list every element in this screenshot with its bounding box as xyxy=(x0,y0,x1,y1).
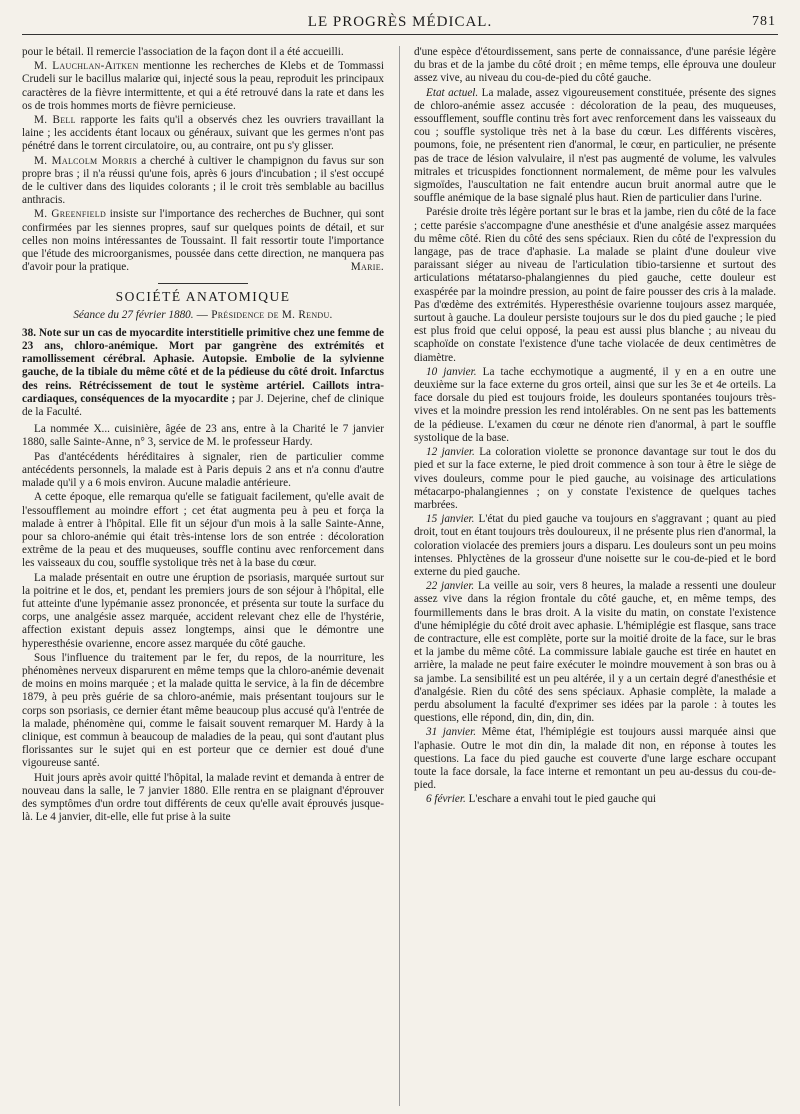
entry-text: La coloration violette se prononce davantage sur tout le dos du pied et sur la face externe, le pied droit commence à son tour à être le siège de vives douleurs, comme pour le pied gauche, au voisinage des articulations métacarpo-phalangiennes ; on y constate l'existence de quelques taches marbrées. xyxy=(414,446,776,511)
page-number: 781 xyxy=(752,14,776,29)
entry-label: 6 février. xyxy=(426,793,466,806)
paragraph-text: rapporte les faits qu'il a observés chez les ouvriers travaillant la laine ; les accidents étant locaux ou généraux, suivant que les germes n'ont pas pénétré dans le torrent circulatoire, ou, au contraire, ont pu s'y glisser. xyxy=(22,114,384,153)
entry-label: 12 janvier. xyxy=(426,446,475,459)
paragraph-intro: pour le bétail. Il remercie l'association de la façon dont il a été accueilli. xyxy=(22,46,344,58)
column-rule xyxy=(399,46,400,1106)
right-column xyxy=(414,46,776,1106)
entry-text: La veille au soir, vers 8 heures, la malade a ressenti une douleur assez vive dans la région frontale du côté gauche, et, en même temps, des fourmillements dans le bras droit. A la visite du matin, on constate l'existence d'une hémiplégie du côté droit avec aphasie. L'hémiplégie est flasque, sans trace de contracture, elle est complète, porte sur la moitié droite de la face, sur le bras et la jambe du même côté. La commissure labiale gauche est tirée en hautet en arrière, la malade ne peut faire exécuter le moindre mouvement à son bras ou à sa jambe. La sensibilité est un peu altérée, il y a un certain degré d'anesthésie et d'analgésie. Rien du côté des sens spéciaux. Aphasie complète, la malade a perdu absolument la faculté d'exprimer ses idées par la parole : à toutes les questions, elle répond, din, din, din, din. xyxy=(414,580,776,725)
paragraph-greenfield xyxy=(22,208,384,274)
entry-label: 15 janvier. xyxy=(426,513,475,526)
paragraph-morris xyxy=(22,155,384,208)
paragraph-4: La malade présentait en outre une éruption de psoriasis, marquée surtout sur la poitrine et le dos, et, pendant les premiers jours de son séjour à l'hôpital, elle fut atteinte d'une lypémanie assez prononcée, et présenta sur toute la surface du corps, une analgésie assez marquée, accident relevant chez elle de l'hystérie, affection existant depuis assez longtemps, ainsi que le démontre une hyperesthésie ovarienne, encore assez marquée du côté gauche. xyxy=(22,571,384,650)
speaker-name: M. Malcolm Morris xyxy=(34,154,138,167)
entry-31-janvier xyxy=(414,726,776,792)
entry-12-janvier xyxy=(414,446,776,512)
seance-presidence: — Présidence de M. Rendu. xyxy=(193,308,333,321)
left-column xyxy=(22,46,384,1106)
paragraph-2: Pas d'antécédents héréditaires à signaler, rien de particulier comme antécédents personnels, la malade est à Paris depuis 2 ans et n'a connu d'autre malade qu'il y a 6 mois environ. Aucune maladie antérieure. xyxy=(22,450,384,490)
section-divider xyxy=(158,283,248,284)
article-heading xyxy=(22,327,384,419)
entry-text: L'état du pied gauche va toujours en s'aggravant ; quant au pied droit, tout en étant toujours très douloureux, il ne présente plus rien d'anormal, la coloration violacée des premiers jours a disparu. Les douleurs sont un peu moins intenses. Phlyctènes de la grosseur d'une noisette sur le cou-de-pied et le bord externe du pied gauche. xyxy=(414,513,776,578)
journal-title: LE PROGRÈS MÉDICAL. xyxy=(307,14,493,30)
entry-label: Etat actuel. xyxy=(426,86,479,99)
article-byline: par J. Dejerine, chef de clinique de la Faculté. xyxy=(22,392,384,419)
entry-label: 22 janvier. xyxy=(426,580,475,593)
paragraph-text: a cherché à cultiver le champignon du favus sur son propre bras ; il n'a réussi qu'une fois, après 6 jours d'incubation ; il s'est occupé de le cultiver dans des liquides colorants ; il le croit très semblable au bacillus anthracis. xyxy=(22,154,384,207)
two-column-body xyxy=(22,46,778,1106)
entry-22-janvier xyxy=(414,580,776,725)
journal-page xyxy=(22,10,778,1106)
running-head xyxy=(22,10,778,35)
article-heading-text: 38. Note sur un cas de myocardite interstitielle primitive chez une femme de 23 ans, chloro-anémique. Mort par gangrène des extrémités et ramollissement cérébral. Aphasie. Autopsie. Embolie de la sylvienne gauche, de la tibiale du même côté et de la pédieuse du côté droit. Infarctus des reins. Rétrécissement de tout le système artériel. Caillots intra-cardiaques, conséquences de la myocardite ; xyxy=(22,326,384,405)
seance-line xyxy=(22,309,384,322)
entry-text: L'eschare a envahi tout le pied gauche qui xyxy=(465,793,657,806)
paragraph-text: insiste sur l'importance des recherches de Buchner, qui sont confirmées par les siennes propres, sauf sur quelques points de détail, et sur celles non moins intéressantes de Toussaint. Il fait ressortir toute l'importance que l'étude des microorganismes, poussée dans cette direction, ne manquera pas d'avoir pour la pratique. xyxy=(22,208,384,274)
paragraph-6: Huit jours après avoir quitté l'hôpital, la malade revint et demanda à entrer de nouveau dans la salle, le 7 janvier 1880. Elle rentra en se plaignant d'éprouver des symptômes d'un ordre tout différents de ceux qu'elle avait éprouvés jusque-là. Le 4 janvier, dit-elle, elle fut prise à la suite xyxy=(22,771,384,824)
paragraph-5: Sous l'influence du traitement par le fer, du repos, de la nourriture, les phénomènes nerveux disparurent en même temps que la chloro-anémie devenait de moins en moins marquée ; et la malade quitta le service, à la fin de décembre 1879, à peu près guérie de sa chloro-anémie, mais présentant toujours sur le corps son psoriasis, ce dernier étant même beaucoup plus accusé qu'à l'entrée de la malade, phénomène qui, comme le faisait souvent remarquer M. Hardy à la clinique, est commun à beaucoup de maladies de la peau, qui sont d'autant plus florissantes sur le sujet qui en est porteur que ce dernier est doué d'une vigoureuse santé. xyxy=(22,651,384,770)
seance-date: Séance du 27 février 1880. xyxy=(73,308,194,321)
speaker-name: M. Greenfield xyxy=(34,208,107,221)
entry-label: 31 janvier. xyxy=(426,726,477,739)
speaker-name: M. Lauchlan-Aitken xyxy=(34,60,139,73)
paragraph-etat-actuel xyxy=(414,87,776,206)
entry-label: 10 janvier. xyxy=(426,365,477,378)
speaker-name: M. Bell xyxy=(34,114,76,127)
entry-text: Même état, l'hémiplégie est toujours aussi marquée ainsi que l'aphasie. Outre le mot din din, la malade dit non, en réponse à toutes les questions. La face du pied gauche est couverte d'une large eschare occupant toute la face dorsale, la face interne et remontant un peu au-dessus du cou-de-pied. xyxy=(414,726,776,792)
paragraph-text: mentionne les recherches de Klebs et de Tommassi Crudeli sur le bacillus malariœ qui, injecté sous la peau, reproduit les principaux caractères de la fièvre intermittente, et qui a été retrouvé dans la rate et dans les os de trois hommes morts de fièvre pernicieuse. xyxy=(22,60,384,112)
entry-15-janvier xyxy=(414,513,776,579)
author-signature: Marie. xyxy=(350,261,384,274)
entry-text: La malade, assez vigoureusement constituée, présente des signes de chloro-anémie assez accusée : décoloration de la peau, des muqueuses, essoufflement, souffle continu très fort avec renforcement dans les vaisseaux du cou ; souffle systolique très net à la base du cœur. Les différents viscères, poumons, foie, ne présentent rien d'anormal, le cœur, en particulier, ne présente pas de trace de lésion valvulaire, il n'est pas augmenté de volume, les valvules mitrales et tricuspides fonctionnent normalement, de même pour les valvules sigmoïdes, l'auscultation ne fait entendre aucun bruit anormal autre que le souffle anémique de la base signalé plus haut. Rien de particulier dans l'urine. xyxy=(414,86,776,205)
paragraph-laughlan xyxy=(22,60,384,113)
entry-text: La tache ecchymotique a augmenté, il y en a en outre une deuxième sur la face externe du gros orteil, ainsi que sur les 3e et 4e orteils. La face dorsale du pied est toujours froide, les douleurs spontanées toujours très-vives et la moindre pression les rend intolérables. On ne sent pas les battements de la pédieuse. L'examen du cœur ne dénote rien d'anormal, à part le souffle systolique de la base. xyxy=(414,365,776,444)
entry-10-janvier xyxy=(414,366,776,445)
paragraph-continued: d'une espèce d'étourdissement, sans perte de connaissance, d'une parésie légère du bras et de la jambe du côté droit ; en même temps, elle éprouva une douleur assez vive, au niveau du cou-de-pied du côté gauche. xyxy=(414,46,776,85)
entry-6-fevrier xyxy=(414,793,776,806)
section-title: SOCIÉTÉ ANATOMIQUE xyxy=(115,289,291,305)
paragraph-1: La nommée X... cuisinière, âgée de 23 ans, entre à la Charité le 7 janvier 1880, salle Sainte-Anne, n° 3, service de M. le professeur Hardy. xyxy=(22,423,384,449)
paragraph-paresie: Parésie droite très légère portant sur le bras et la jambe, rien du côté de la face ; cette parésie s'accompagne d'une anesthésie et d'une analgésie assez marquées du même côté. Rien du côté des sens spéciaux. Rien du côté de l'expression du langage, pas de trace d'aphasie. La malade se plaint d'une douleur vive paraissant siéger au niveau de l'articulation tibio-tarsienne et surtout des articulations métatarso-phalangiennes du pied gauche, cette douleur est exaspérée par la moindre pression, au point de faire pousser des cris à la malade. Pas d'œdème des extrémités. Hyperesthésie ovarienne toujours assez marquée, surtout à gauche. La douleur persiste toujours sur le dos du pied gauche ; le pied est plus froid que celui opposé, la peau est aussi plus blanche ; au niveau du scaphoïde on constate l'existence d'une tache violacée de deux centimètres de diamètre. xyxy=(414,206,776,364)
paragraph-bell xyxy=(22,114,384,154)
paragraph-3: A cette époque, elle remarqua qu'elle se fatiguait facilement, qu'elle avait de l'essoufflement au moindre effort ; cet état augmenta peu à peu et força la malade à entrer à l'hôpital. Elle fit un séjour d'un mois à la salle Sainte-Anne, pour sa chloro-anémie qui était très-intense lors de son entrée : décoloration extrême de la peau et des muqueuses, souffle continu avec renforcement dans les vaisseaux du cou, souffle systolique très net à la base du cœur. xyxy=(22,491,384,570)
